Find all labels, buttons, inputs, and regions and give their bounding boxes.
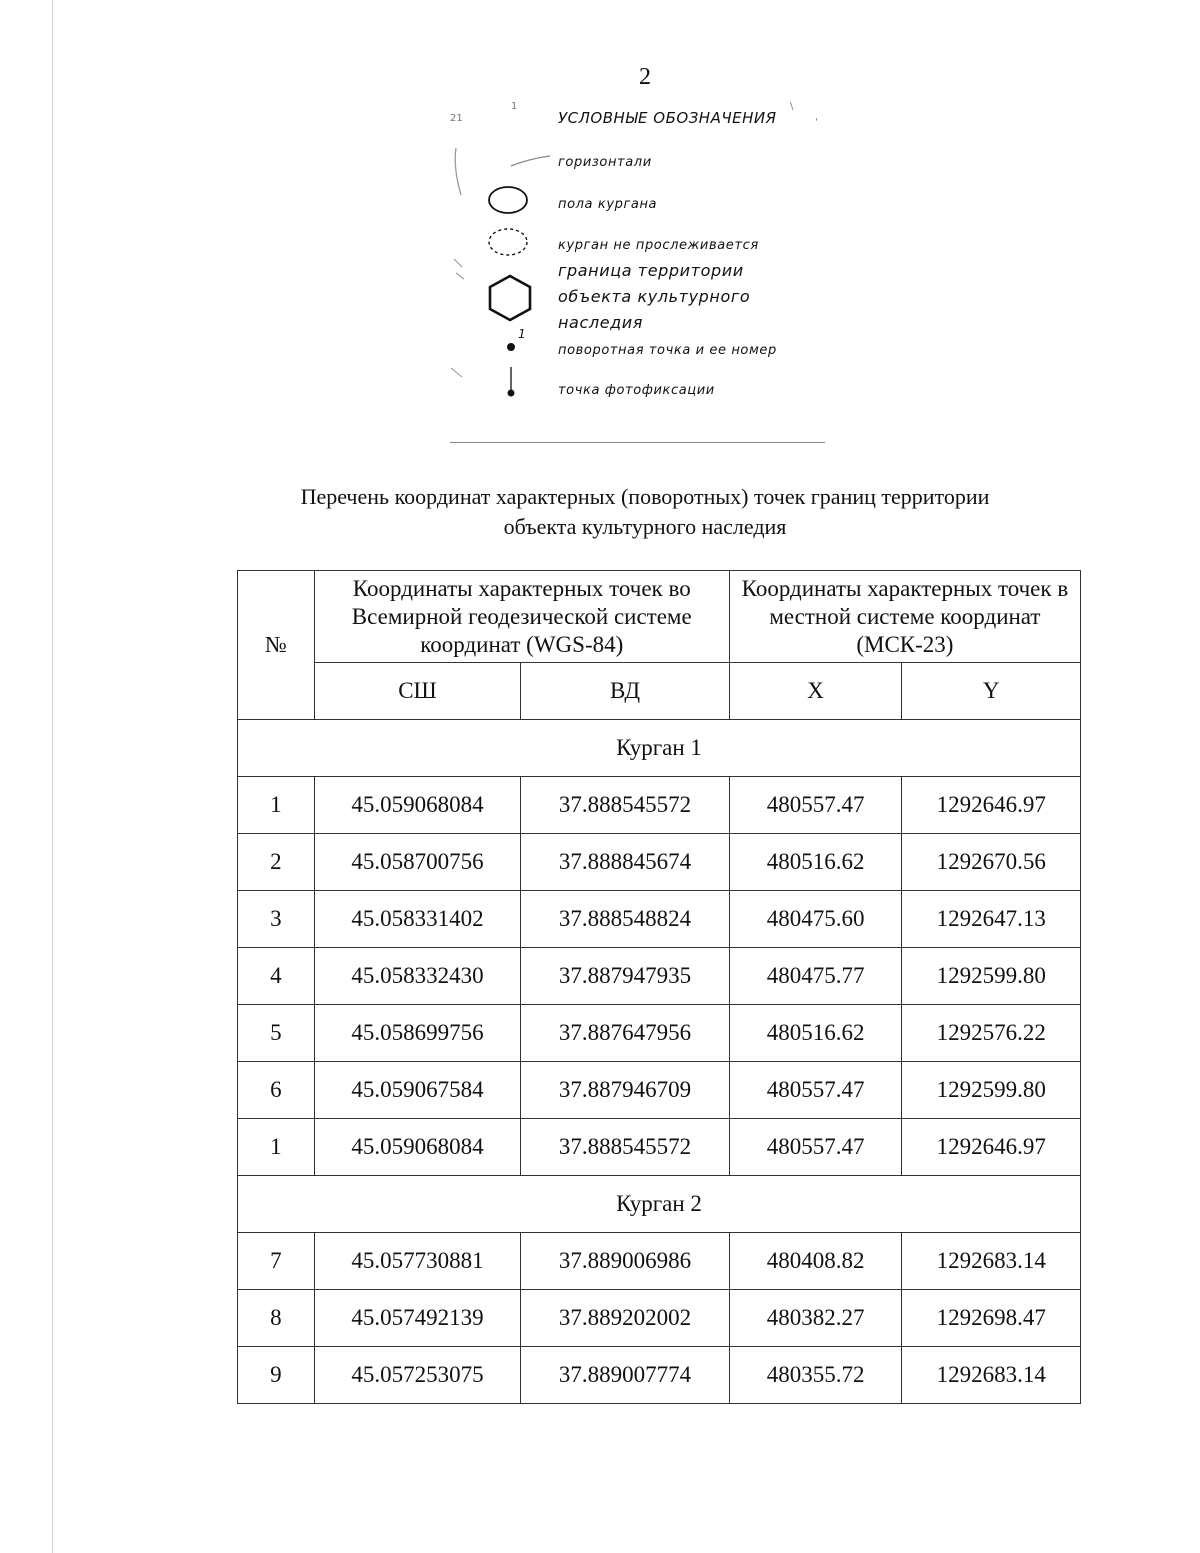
cell-latitude: 45.057730881 xyxy=(314,1233,521,1290)
header-number: № xyxy=(238,571,315,720)
cell-longitude: 37.887947935 xyxy=(521,948,730,1005)
cell-longitude: 37.889007774 xyxy=(521,1347,730,1404)
cell-longitude: 37.888545572 xyxy=(521,777,730,834)
table-header-row xyxy=(238,571,1081,663)
scan-noise-mark: \ xyxy=(790,101,794,112)
hexagon-boundary-icon xyxy=(485,273,535,323)
legend-item-label: пола кургана xyxy=(558,197,658,212)
scan-noise-mark xyxy=(450,255,470,285)
cell-latitude: 45.058332430 xyxy=(314,948,521,1005)
cell-x: 480557.47 xyxy=(729,1119,902,1176)
photo-point-icon xyxy=(500,365,530,401)
mound-floor-icon xyxy=(485,184,535,218)
table-group-row xyxy=(238,720,1081,777)
scan-noise-mark: 21 xyxy=(450,113,463,124)
cell-x: 480475.77 xyxy=(729,948,902,1005)
cell-latitude: 45.058331402 xyxy=(314,891,521,948)
table-caption xyxy=(200,482,1090,542)
cell-x: 480557.47 xyxy=(729,777,902,834)
cell-y: 1292698.47 xyxy=(902,1290,1081,1347)
cell-x: 480516.62 xyxy=(729,834,902,891)
cell-x: 480408.82 xyxy=(729,1233,902,1290)
header-longitude: ВД xyxy=(521,663,730,720)
cell-longitude: 37.889006986 xyxy=(521,1233,730,1290)
cell-y: 1292599.80 xyxy=(902,948,1081,1005)
cell-longitude: 37.887946709 xyxy=(521,1062,730,1119)
cell-latitude: 45.058700756 xyxy=(314,834,521,891)
cell-x: 480382.27 xyxy=(729,1290,902,1347)
map-legend xyxy=(445,95,835,455)
cell-latitude: 45.058699756 xyxy=(314,1005,521,1062)
mound-not-traced-icon xyxy=(485,226,535,260)
cell-number: 8 xyxy=(238,1290,315,1347)
cell-x: 480516.62 xyxy=(729,1005,902,1062)
cell-number: 3 xyxy=(238,891,315,948)
cell-longitude: 37.888545572 xyxy=(521,1119,730,1176)
caption-line: объекта культурного наследия xyxy=(503,514,787,539)
scan-noise-mark: 1 xyxy=(511,101,518,112)
cell-number: 4 xyxy=(238,948,315,1005)
cell-y: 1292647.13 xyxy=(902,891,1081,948)
cell-latitude: 45.057492139 xyxy=(314,1290,521,1347)
table-row xyxy=(238,777,1081,834)
cell-x: 480557.47 xyxy=(729,1062,902,1119)
table-row xyxy=(238,1005,1081,1062)
scan-noise-mark: ' xyxy=(815,117,818,128)
cell-x: 480355.72 xyxy=(729,1347,902,1404)
cell-latitude: 45.059067584 xyxy=(314,1062,521,1119)
table-row xyxy=(238,1290,1081,1347)
cell-number: 1 xyxy=(238,777,315,834)
scan-noise-mark xyxy=(448,365,468,385)
table-row xyxy=(238,1233,1081,1290)
table-row xyxy=(238,891,1081,948)
table-row xyxy=(238,834,1081,891)
cell-y: 1292599.80 xyxy=(902,1062,1081,1119)
legend-item-label: граница территории объекта культурного наследия xyxy=(558,261,751,332)
cell-number: 2 xyxy=(238,834,315,891)
cell-longitude: 37.887647956 xyxy=(521,1005,730,1062)
table-row xyxy=(238,1347,1081,1404)
cell-number: 7 xyxy=(238,1233,315,1290)
cell-longitude: 37.889202002 xyxy=(521,1290,730,1347)
cell-number: 6 xyxy=(238,1062,315,1119)
cell-longitude: 37.888845674 xyxy=(521,834,730,891)
cell-latitude: 45.057253075 xyxy=(314,1347,521,1404)
cell-longitude: 37.888548824 xyxy=(521,891,730,948)
header-y: Y xyxy=(902,663,1081,720)
cell-latitude: 45.059068084 xyxy=(314,1119,521,1176)
legend-item-label: поворотная точка и ее номер xyxy=(558,343,777,358)
header-msk23: Координаты характерных точек в местной системе координат (МСК-23) xyxy=(729,571,1080,663)
table-subheader-row xyxy=(238,663,1081,720)
cell-y: 1292670.56 xyxy=(902,834,1081,891)
turning-point-number: 1 xyxy=(518,327,527,341)
caption-line: Перечень координат характерных (поворотных) точек границ территории xyxy=(300,484,990,509)
table-row xyxy=(238,948,1081,1005)
cell-y: 1292576.22 xyxy=(902,1005,1081,1062)
cell-number: 5 xyxy=(238,1005,315,1062)
table-row xyxy=(238,1062,1081,1119)
table-group-row xyxy=(238,1176,1081,1233)
cell-number: 9 xyxy=(238,1347,315,1404)
legend-item-label: горизонтали xyxy=(558,155,652,170)
legend-item-label: точка фотофиксации xyxy=(558,383,715,398)
legend-title: УСЛОВНЫЕ ОБОЗНАЧЕНИЯ xyxy=(558,109,777,127)
header-x: X xyxy=(729,663,902,720)
coordinates-table xyxy=(237,570,1081,1404)
header-wgs84: Координаты характерных точек во Всемирной геодезической системе координат (WGS-84) xyxy=(314,571,729,663)
cell-y: 1292646.97 xyxy=(902,777,1081,834)
page-number: 2 xyxy=(639,64,651,90)
header-latitude: СШ xyxy=(314,663,521,720)
page-edge-line xyxy=(52,0,53,1553)
group-title: Курган 2 xyxy=(238,1176,1081,1233)
cell-y: 1292683.14 xyxy=(902,1347,1081,1404)
group-title: Курган 1 xyxy=(238,720,1081,777)
legend-divider xyxy=(450,442,825,443)
cell-x: 480475.60 xyxy=(729,891,902,948)
cell-number: 1 xyxy=(238,1119,315,1176)
table-row xyxy=(238,1119,1081,1176)
cell-y: 1292646.97 xyxy=(902,1119,1081,1176)
cell-latitude: 45.059068084 xyxy=(314,777,521,834)
cell-y: 1292683.14 xyxy=(902,1233,1081,1290)
legend-item-label: курган не прослеживается xyxy=(558,238,759,253)
